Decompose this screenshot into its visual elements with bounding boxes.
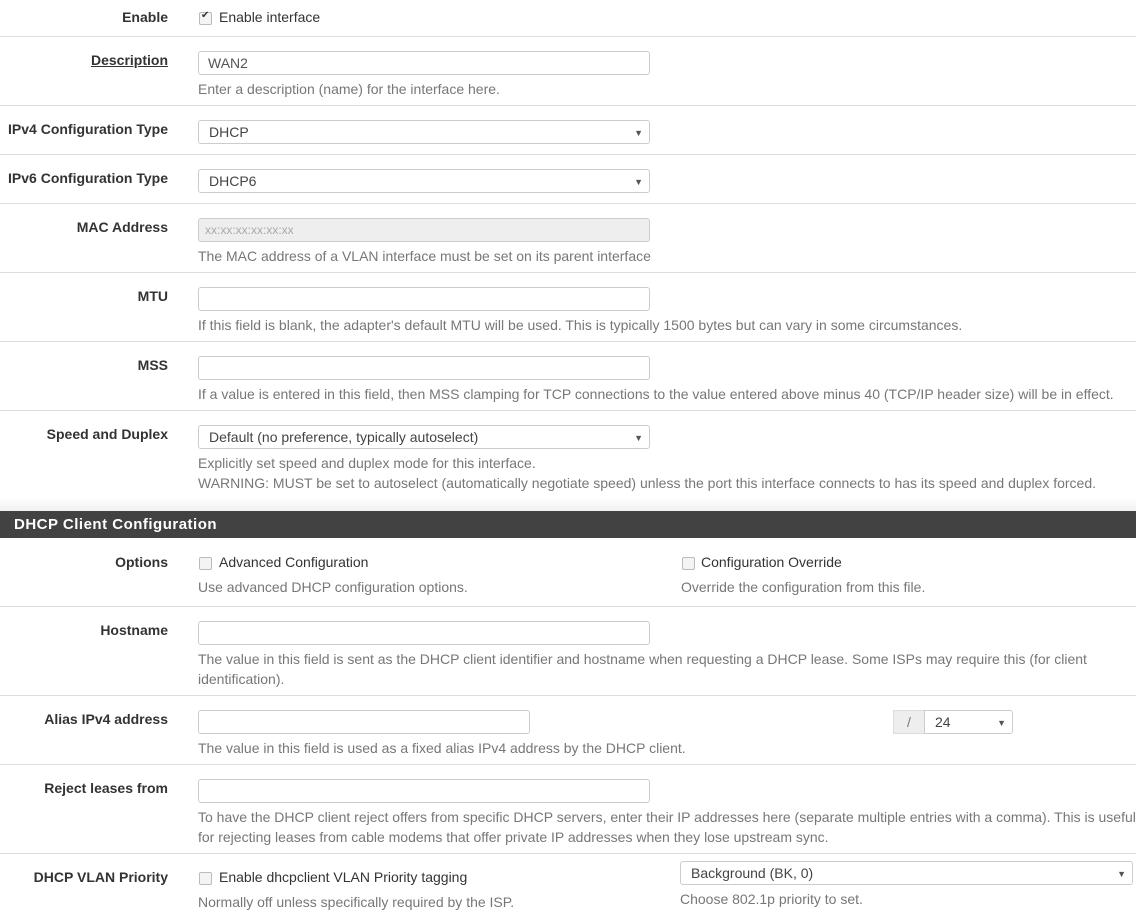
advanced-config-checkbox[interactable] <box>199 557 212 570</box>
vlan-priority-checkbox-label[interactable]: Enable dhcpclient VLAN Priority tagging <box>219 869 468 885</box>
ipv6-type-value: DHCP6 <box>209 173 257 189</box>
vlan-priority-label: DHCP VLAN Priority <box>33 869 168 885</box>
hostname-help: The value in this field is sent as the DHCP client identifier and hostname when requesting a DHCP lease. Some ISPs may require this (for client <box>198 651 1087 667</box>
alias-ipv4-label: Alias IPv4 address <box>44 711 168 727</box>
cidr-select[interactable] <box>924 710 1013 734</box>
dropdown-arrow-icon: ▼ <box>634 433 643 443</box>
row-ipv6-type <box>0 155 1136 204</box>
advanced-config-label[interactable]: Advanced Configuration <box>219 554 369 570</box>
hostname-input[interactable] <box>198 621 650 645</box>
row-speed-duplex <box>0 411 1136 498</box>
row-vlan-priority <box>0 854 1136 915</box>
hostname-label: Hostname <box>100 622 168 638</box>
speed-duplex-select[interactable] <box>198 425 650 449</box>
vlan-priority-select[interactable] <box>680 861 1133 885</box>
row-hostname <box>0 607 1136 696</box>
ipv6-type-select[interactable] <box>198 169 650 193</box>
speed-duplex-value: Default (no preference, typically autoselect) <box>209 429 479 445</box>
row-ipv4-type <box>0 106 1136 155</box>
mss-input[interactable] <box>198 356 650 380</box>
options-label: Options <box>115 554 168 570</box>
dropdown-arrow-icon: ▼ <box>634 177 643 187</box>
config-override-checkbox[interactable] <box>682 557 695 570</box>
speed-duplex-help: Explicitly set speed and duplex mode for this interface. <box>198 455 536 471</box>
cidr-value: 24 <box>935 714 951 730</box>
mtu-input[interactable] <box>198 287 650 311</box>
description-input[interactable]: WAN2 <box>198 51 650 75</box>
description-label[interactable]: Description <box>90 52 168 68</box>
vlan-priority-help: Normally off unless specifically required by the ISP. <box>198 894 515 910</box>
row-reject-leases <box>0 765 1136 854</box>
dropdown-arrow-icon: ▼ <box>997 718 1006 728</box>
ipv4-type-label: IPv4 Configuration Type <box>8 121 168 137</box>
dropdown-arrow-icon: ▼ <box>634 128 643 138</box>
mtu-label: MTU <box>137 288 168 304</box>
row-alias-ipv4 <box>0 696 1136 765</box>
mtu-help: If this field is blank, the adapter's default MTU will be used. This is typically 1500 bytes but can vary in some circumstances. <box>198 317 963 333</box>
mac-label: MAC Address <box>76 219 168 235</box>
config-override-help: Override the configuration from this file. <box>681 579 926 595</box>
enable-label: Enable <box>122 9 168 25</box>
config-override-label[interactable]: Configuration Override <box>701 554 842 570</box>
mss-help: If a value is entered in this field, then MSS clamping for TCP connections to the value entered above minus 40 (TCP/IP header size) will be in effect. <box>198 386 1114 402</box>
reject-leases-help-cont: for rejecting leases from cable modems that offer private IP addresses when they lose upstream sync. <box>198 829 829 845</box>
dropdown-arrow-icon: ▼ <box>1117 869 1126 879</box>
alias-ipv4-input[interactable] <box>198 710 530 734</box>
enable-interface-checkbox[interactable] <box>199 12 212 25</box>
ipv4-type-select[interactable] <box>198 120 650 144</box>
row-description <box>0 37 1136 106</box>
speed-duplex-warning: WARNING: MUST be set to autoselect (automatically negotiate speed) unless the port this interface connects to has its speed and duplex forced. <box>198 475 1097 491</box>
alias-ipv4-help: The value in this field is used as a fixed alias IPv4 address by the DHCP client. <box>198 740 686 756</box>
reject-leases-input[interactable] <box>198 779 650 803</box>
reject-leases-label: Reject leases from <box>44 780 168 796</box>
description-help: Enter a description (name) for the interface here. <box>198 81 500 97</box>
row-dhcp-options <box>0 538 1136 607</box>
ipv4-type-value: DHCP <box>209 124 249 140</box>
row-mac <box>0 204 1136 273</box>
hostname-help-cont: identification). <box>198 671 285 687</box>
row-mtu <box>0 273 1136 342</box>
row-enable <box>0 0 1136 37</box>
enable-interface-label[interactable]: Enable interface <box>219 9 321 25</box>
mac-help: The MAC address of a VLAN interface must be set on its parent interface <box>198 248 651 264</box>
advanced-config-help: Use advanced DHCP configuration options. <box>198 579 468 595</box>
vlan-priority-value: Background (BK, 0) <box>691 865 814 881</box>
dhcp-section-header: DHCP Client Configuration <box>0 511 1136 538</box>
speed-duplex-label: Speed and Duplex <box>46 426 168 442</box>
vlan-priority-select-help: Choose 802.1p priority to set. <box>680 891 863 907</box>
ipv6-type-label: IPv6 Configuration Type <box>8 170 168 186</box>
cidr-slash-addon: / <box>893 710 924 734</box>
mss-label: MSS <box>137 357 168 373</box>
panel-divider <box>0 497 1136 511</box>
row-mss <box>0 342 1136 411</box>
reject-leases-help: To have the DHCP client reject offers from specific DHCP servers, enter their IP addresses here (separate multiple entries with a comma). This is useful <box>198 809 1136 825</box>
vlan-priority-checkbox[interactable] <box>199 872 212 885</box>
mac-input: xx:xx:xx:xx:xx:xx <box>198 218 650 242</box>
